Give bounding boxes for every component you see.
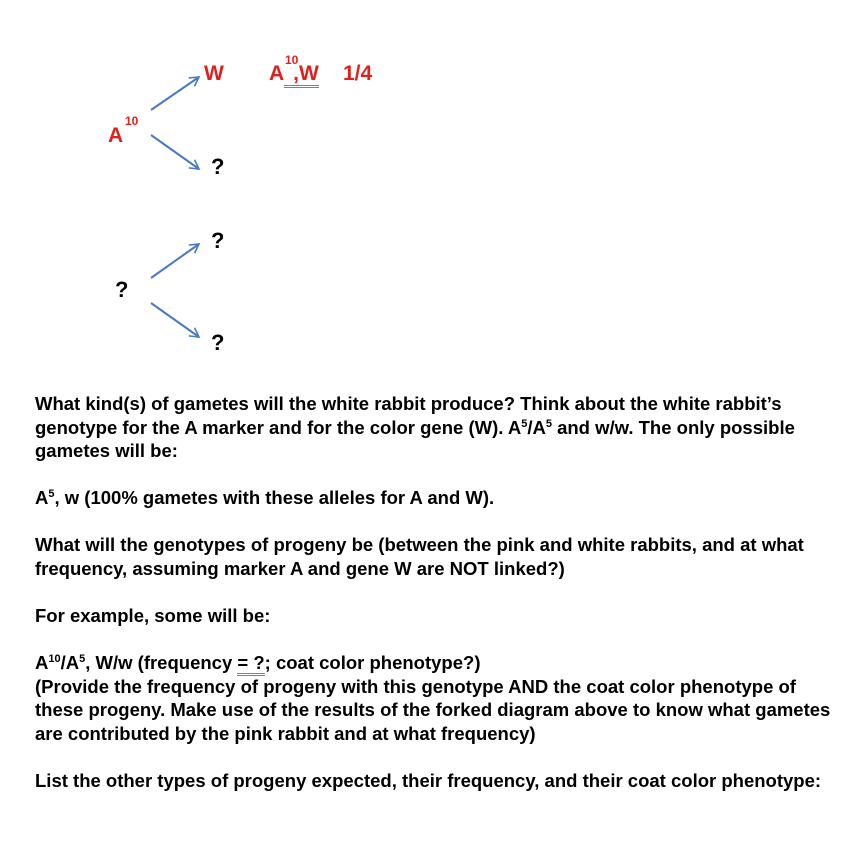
fork-diagram-arrows	[0, 0, 867, 380]
result-allele-w: W	[299, 62, 319, 88]
result-superscript: 10	[285, 53, 299, 67]
paragraph-progeny-question: What will the genotypes of progeny be (between the pink and white rabbits, and at what frequency, assuming marker A and gene W are NOT linked?)	[35, 534, 804, 579]
paragraph-gametes-answer: $A^5$, w (100% gametes with these alleles for A and W).	[35, 487, 495, 508]
top-gamete-unknown: ?	[211, 154, 225, 179]
paragraph-example: $A^{10}/A^5$, W/w (frequency = ?; coat color phenotype?) (Provide the frequency of progeny with this genotype AND the coat color phenotype of these progeny. Make use of the results of the forked diagram above to know what gametes are contributed by the pink rabbit and at what frequency)	[35, 652, 831, 744]
result-genotype	[269, 62, 319, 86]
arrow-bottom-up	[151, 244, 199, 278]
frequency-blank: = ?	[237, 652, 264, 676]
top-gamete-w: W	[204, 62, 224, 85]
arrow-bottom-down	[151, 303, 199, 337]
bottom-parent-unknown: ?	[115, 277, 129, 302]
top-parent-allele: A	[108, 124, 124, 147]
paragraph-example-intro: For example, some will be:	[35, 605, 271, 626]
result-allele-a: A	[269, 62, 285, 85]
paragraph-list-prompt: List the other types of progeny expected, their frequency, and their coat color phenotype:	[35, 770, 822, 791]
paragraph-instructions: (Provide the frequency of progeny with this genotype AND the coat color phenotype of these progeny. Make use of the results of the forked diagram above to know what gametes are contributed by the pink rabbit and at what frequency)	[35, 675, 831, 744]
arrow-top-up	[151, 77, 199, 110]
paragraph-gametes-question: What kind(s) of gametes will the white rabbit produce? Think about the white rabbit’s genotype for the A marker and for the color gene (W). $A^5/A^5$ and w/w. The only possible gametes will be:	[35, 393, 795, 461]
arrow-top-down	[151, 135, 199, 169]
result-separator: ,	[284, 62, 299, 88]
bottom-gamete-unknown-2: ?	[211, 330, 225, 355]
bottom-gamete-unknown-1: ?	[211, 228, 225, 253]
result-frequency: 1/4	[343, 62, 373, 85]
top-parent-superscript: 10	[125, 114, 139, 128]
